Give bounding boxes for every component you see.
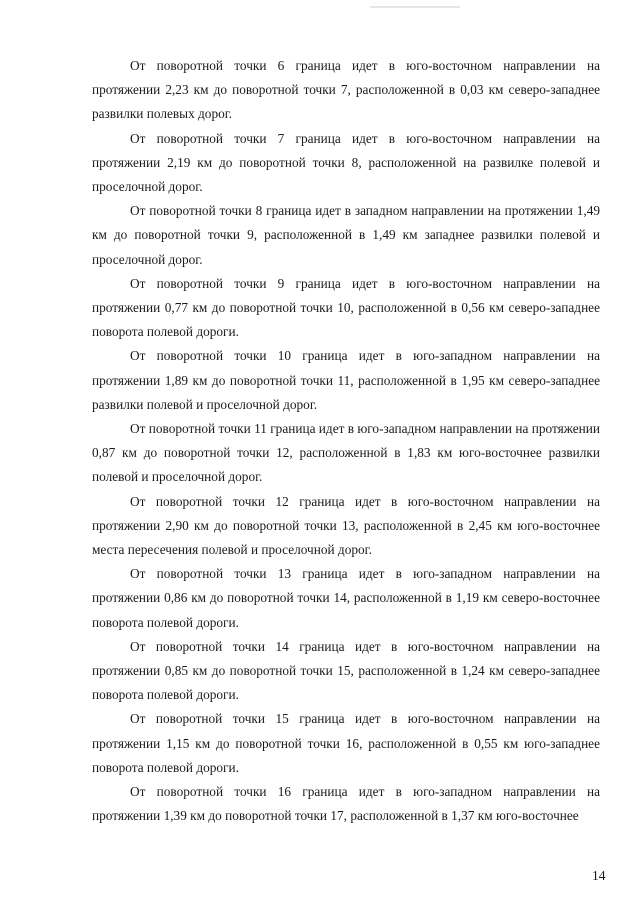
paragraph: От поворотной точки 6 граница идет в юго-восточном направлении на протяжении 2,23 км до поворотной точки 7, расположенной в 0,03 км северо-западнее развилки полевых дорог. [92, 58, 600, 122]
paragraph: От поворотной точки 9 граница идет в юго-восточном направлении на протяжении 0,77 км до поворотной точки 10, расположенной в 0,56 км северо-западнее поворота полевой дороги. [92, 275, 600, 340]
paragraph: От поворотной точки 10 граница идет в юго-западном направлении на протяжении 1,89 км до поворотной точки 11, расположенной в 1,95 км северо-западнее развилки полевой и проселочной дорог. [92, 348, 600, 412]
paragraph: От поворотной точки 11 граница идет в юго-западном направлении на протяжении 0,87 км до поворотной точки 12, расположенной в 1,83 км юго-восточнее развилки полевой и проселочной дорог. [92, 421, 600, 485]
paragraph: От поворотной точки 15 граница идет в юго-восточном направлении на протяжении 1,15 км до поворотной точки 16, расположенной в 0,55 км юго-западнее поворота полевой дороги. [92, 711, 600, 775]
paragraph: От поворотной точки 7 граница идет в юго-восточном направлении на протяжении 2,19 км до поворотной точки 8, расположенной на развилке полевой и проселочной дорог. [92, 130, 600, 195]
document-body [92, 54, 600, 829]
page-number: 14 [592, 868, 606, 883]
paragraph: От поворотной точки 8 граница идет в западном направлении на протяжении 1,49 км до поворотной точки 9, расположенной в 1,49 км западнее развилки полевой и проселочной дорог. [92, 203, 600, 267]
paragraph: От поворотной точки 12 граница идет в юго-восточном направлении на протяжении 2,90 км до поворотной точки 13, расположенной в 2,45 км юго-восточнее места пересечения полевой и проселочной дорог. [92, 493, 600, 558]
paragraph: От поворотной точки 13 граница идет в юго-западном направлении на протяжении 0,86 км до поворотной точки 14, расположенной в 1,19 км северо-восточнее поворота полевой дороги. [92, 566, 600, 630]
scan-artifact [370, 6, 460, 8]
paragraph: От поворотной точки 16 граница идет в юго-западном направлении на протяжении 1,39 км до поворотной точки 17, расположенной в 1,37 км юго-восточнее [92, 784, 600, 824]
paragraph: От поворотной точки 14 граница идет в юго-восточном направлении на протяжении 0,85 км до поворотной точки 15, расположенной в 1,24 км северо-западнее поворота полевой дороги. [92, 638, 600, 703]
